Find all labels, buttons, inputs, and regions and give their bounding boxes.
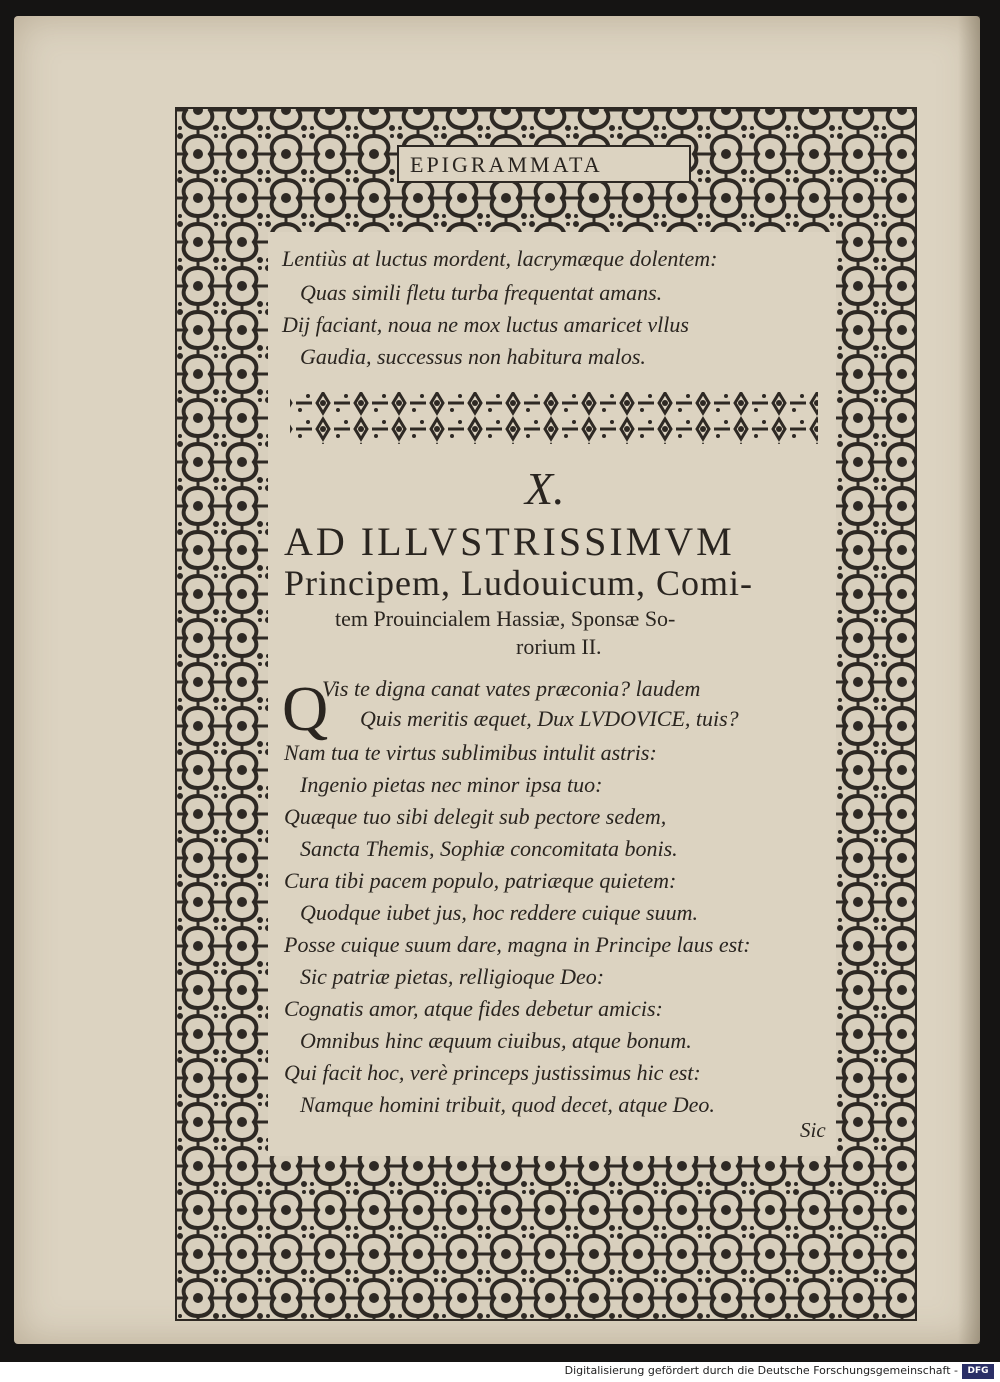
catchword: Sic <box>800 1118 826 1142</box>
dfg-logo: DFG <box>962 1364 994 1379</box>
verse-line: Quodque iubet jus, hoc reddere cuique suum. <box>300 900 698 925</box>
verse-line: Qui facit hoc, verè princeps justissimus hic est: <box>284 1060 701 1085</box>
poem-heading-line: AD ILLVSTRISSIMVM <box>284 519 735 564</box>
drop-cap-initial: Q <box>282 673 329 744</box>
verse-line: Dij faciant, noua ne mox luctus amaricet vllus <box>282 312 689 337</box>
poem-heading-line: Principem, Ludouicum, Comi- <box>284 563 753 603</box>
poem-heading-line: rorium II. <box>516 634 602 659</box>
verse-line: Lentiùs at luctus mordent, lacrymæque dolentem: <box>282 246 718 271</box>
verse-line: Posse cuique suum dare, magna in Principe laus est: <box>284 932 751 957</box>
verse-line: Quis meritis æquet, Dux LVDOVICE, tuis? <box>360 706 739 731</box>
verse-line: Cognatis amor, atque fides debetur amicis: <box>284 996 663 1021</box>
verse-line: Omnibus hinc æquum ciuibus, atque bonum. <box>300 1028 692 1053</box>
poem-number: X. <box>525 463 565 514</box>
verse-line: Gaudia, successus non habitura malos. <box>300 344 646 369</box>
verse-line: Cura tibi pacem populo, patriæque quietem: <box>284 868 677 893</box>
verse-line: Quas simili fletu turba frequentat amans. <box>300 280 663 305</box>
verse-line: Sancta Themis, Sophiæ concomitata bonis. <box>300 836 678 861</box>
footer-credit: Digitalisierung gefördert durch die Deutsche Forschungsgemeinschaft - <box>564 1364 958 1377</box>
verse-line: Quæque tuo sibi delegit sub pectore sedem, <box>284 804 667 829</box>
footer-bar <box>0 1362 1000 1382</box>
poem-heading-line: tem Prouincialem Hassiæ, Sponsæ So- <box>335 606 676 631</box>
verse-line: Ingenio pietas nec minor ipsa tuo: <box>300 772 603 797</box>
verse-line: Sic patriæ pietas, relligioque Deo: <box>300 964 605 989</box>
verse-line: Vis te digna canat vates præconia? laudem <box>322 676 701 701</box>
verse-line: Nam tua te virtus sublimibus intulit astris: <box>284 740 657 765</box>
running-head: EPIGRAMMATA <box>410 152 603 177</box>
verse-line: Namque homini tribuit, quod decet, atque Deo. <box>300 1092 715 1117</box>
